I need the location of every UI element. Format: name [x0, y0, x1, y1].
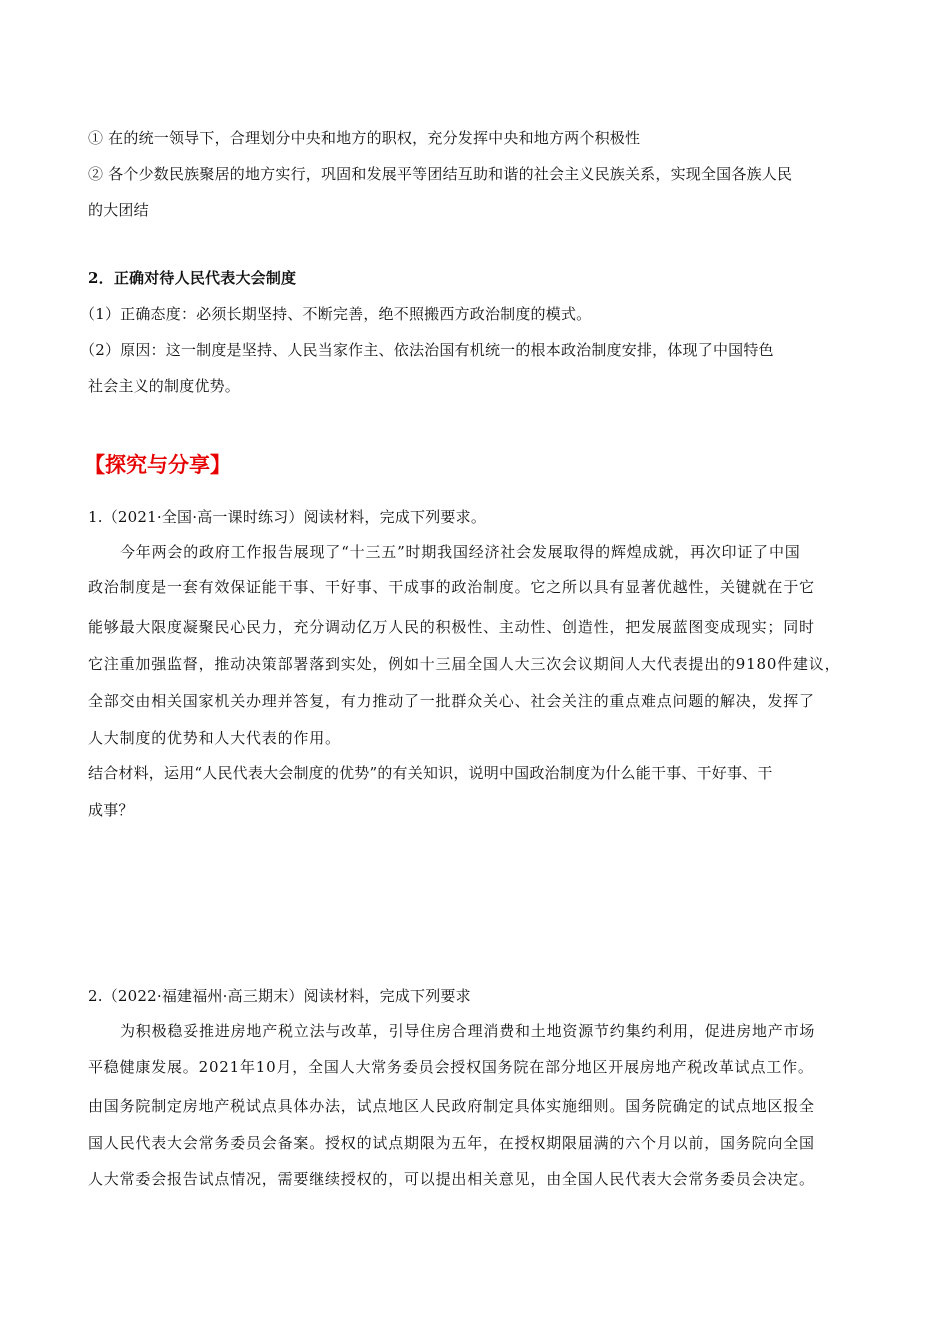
section-heading: 2．正确对待人民代表大会制度 — [88, 269, 297, 287]
question-1-material-line: 它注重加强监督，推动决策部署落到实处，例如十三届全国人大三次会议期间人大代表提出的9180件建议， — [88, 655, 841, 673]
question-1-material-line: 今年两会的政府工作报告展现了“十三五”时期我国经济社会发展取得的辉煌成就，再次印证了中国 — [120, 543, 801, 561]
question-1-prompt: 结合材料，运用“人民代表大会制度的优势”的有关知识，说明中国政治制度为什么能干事、干好事、干 — [88, 764, 773, 782]
knowledge-point-2-continued: 的大团结 — [88, 201, 149, 219]
question-2-material-line: 平稳健康发展。2021年10月，全国人大常务委员会授权国务院在部分地区开展房地产税改革试点工作。 — [88, 1058, 814, 1076]
section-item-2: （2）原因：这一制度是坚持、人民当家作主、依法治国有机统一的根本政治制度安排，体现了中国特色 — [80, 341, 774, 359]
question-2-header: 2.（2022·福建福州·高三期末）阅读材料，完成下列要求 — [88, 987, 471, 1005]
question-2-material-line: 人大常委会报告试点情况，需要继续授权的，可以提出相关意见，由全国人民代表大会常务委员会决定。 — [88, 1170, 815, 1188]
question-1-prompt-continued: 成事？ — [88, 801, 134, 819]
question-1-material-line: 全部交由相关国家机关办理并答复，有力推动了一批群众关心、社会关注的重点难点问题的解决，发挥了 — [88, 692, 815, 710]
question-1-header: 1.（2021·全国·高一课时练习）阅读材料，完成下列要求。 — [88, 508, 487, 526]
question-1-material-line: 政治制度是一套有效保证能干事、干好事、干成事的政治制度。它之所以具有显著优越性，关键就在于它 — [88, 578, 815, 596]
knowledge-point-2: ② 各个少数民族聚居的地方实行，巩固和发展平等团结互助和谐的社会主义民族关系，实现全国各族人民 — [88, 165, 793, 183]
question-1-material-line: 人大制度的优势和人大代表的作用。 — [88, 729, 341, 747]
question-2-material-line: 为积极稳妥推进房地产税立法与改革，引导住房合理消费和土地资源节约集约利用，促进房地产市场 — [120, 1022, 816, 1040]
explore-title: 【探究与分享】 — [84, 453, 231, 477]
question-1-material-line: 能够最大限度凝聚民心民力，充分调动亿万人民的积极性、主动性、创造性，把发展蓝图变成现实；同时 — [88, 618, 815, 636]
section-item-1: （1）正确态度：必须长期坚持、不断完善，绝不照搬西方政治制度的模式。 — [80, 305, 592, 323]
section-item-2-continued: 社会主义的制度优势。 — [88, 377, 241, 395]
question-2-material-line: 由国务院制定房地产税试点具体办法，试点地区人民政府制定具体实施细则。国务院确定的试点地区报全 — [88, 1097, 815, 1115]
question-2-material-line: 国人民代表大会常务委员会备案。授权的试点期限为五年，在授权期限届满的六个月以前，国务院向全国 — [88, 1134, 815, 1152]
knowledge-point-1: ① 在的统一领导下，合理划分中央和地方的职权，充分发挥中央和地方两个积极性 — [88, 129, 641, 147]
